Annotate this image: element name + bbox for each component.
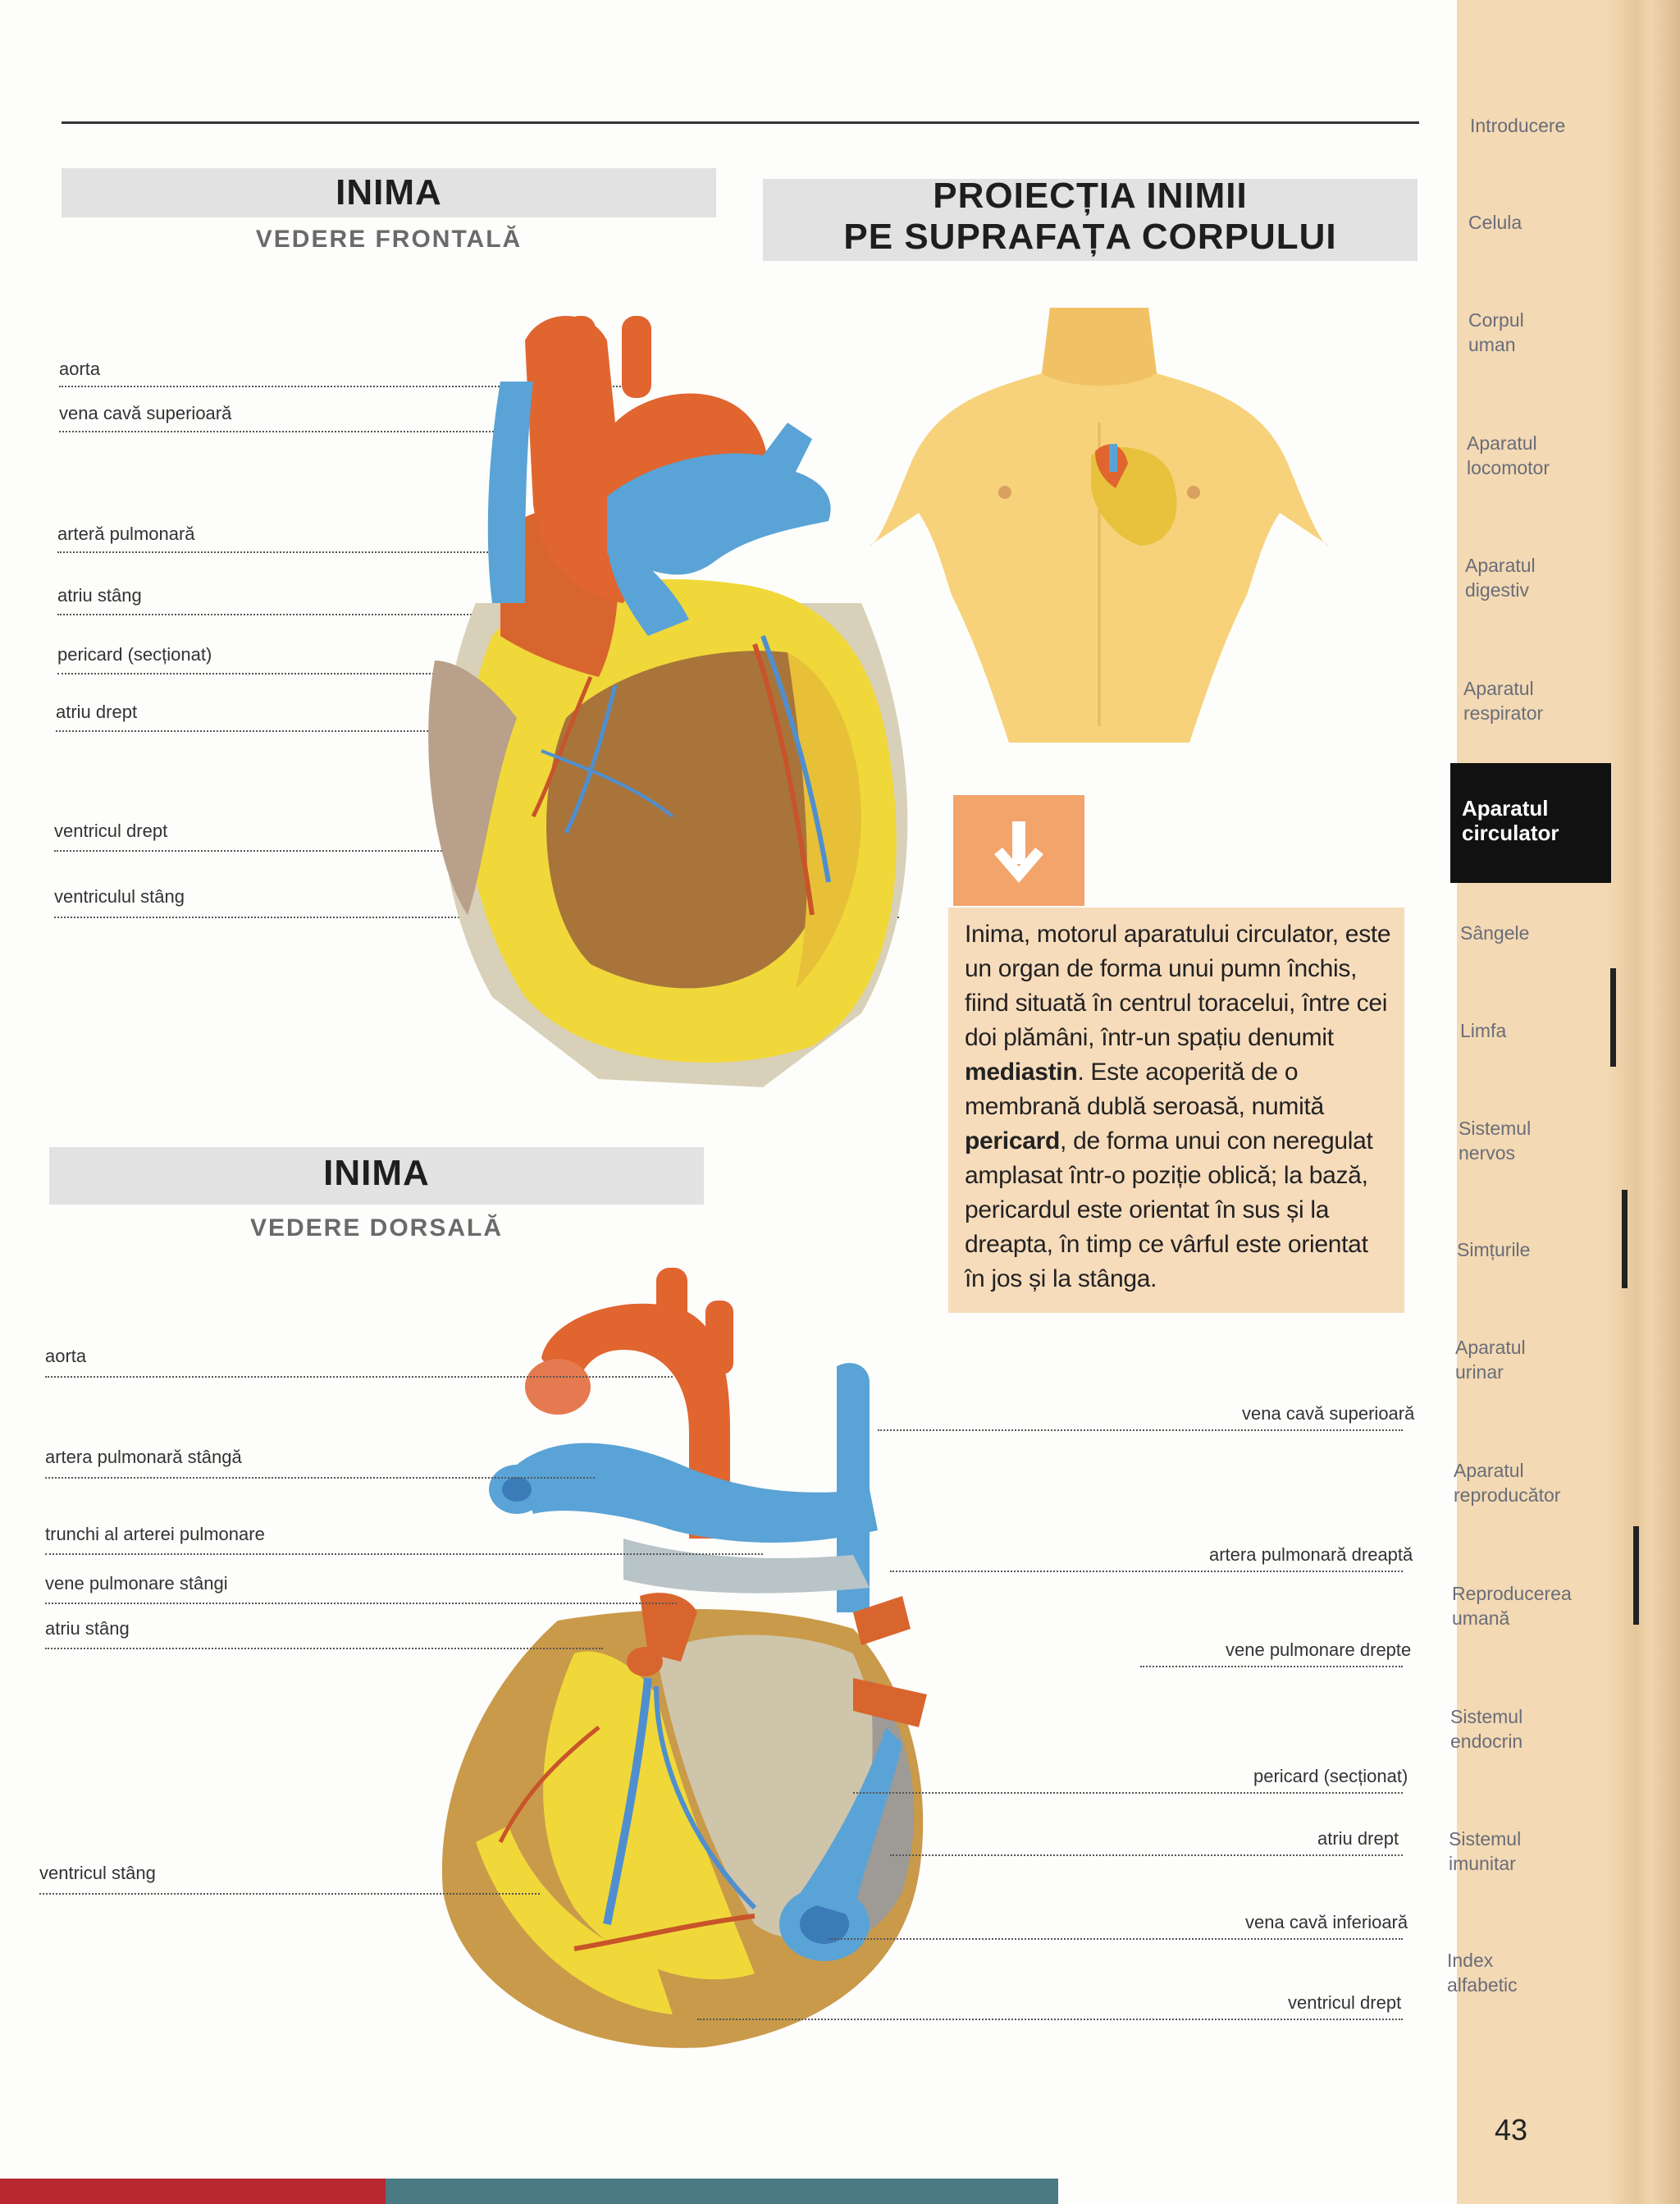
arrow-box bbox=[953, 795, 1084, 906]
dorsal-leader-left-pulmonary-veins bbox=[45, 1603, 677, 1604]
top-rule bbox=[62, 121, 1419, 124]
page-tab-mark bbox=[1622, 1190, 1628, 1288]
dorsal-label-left-ventricle: ventricul stâng bbox=[39, 1863, 156, 1883]
dorsal-leader-pulmonary-trunk bbox=[45, 1553, 763, 1555]
page-tab-mark bbox=[1610, 968, 1616, 1067]
page-edge-shading bbox=[1608, 0, 1680, 2204]
frontal-subtitle: VEDERE FRONTALĂ bbox=[255, 226, 523, 253]
dorsal-label-svc: vena cavă superioară bbox=[1242, 1403, 1415, 1424]
down-arrow-icon bbox=[990, 821, 1048, 887]
dorsal-label-pulmonary-trunk: trunchi al arterei pulmonare bbox=[45, 1524, 265, 1544]
bottom-edge-teal bbox=[386, 2179, 1058, 2204]
dorsal-label-right-ventricle: ventricul drept bbox=[1288, 1992, 1402, 2013]
dorsal-title: INIMA bbox=[323, 1153, 430, 1193]
dorsal-label-right-pulmonary-veins: vene pulmonare drepte bbox=[1226, 1639, 1412, 1660]
dorsal-label-left-pulmonary-veins: vene pulmonare stângi bbox=[45, 1573, 228, 1594]
dorsal-leader-pericardium bbox=[853, 1792, 1403, 1794]
page-number: 43 bbox=[1495, 2113, 1528, 2147]
sidebar-item-index-alfabetic[interactable]: Index alfabetic bbox=[1447, 1950, 1518, 1996]
sidebar-item-aparatul-respirator[interactable]: Aparatul respirator bbox=[1463, 678, 1544, 724]
dorsal-label-right-atrium: atriu drept bbox=[1317, 1828, 1399, 1849]
dorsal-leader-right-pulmonary-veins bbox=[1140, 1666, 1403, 1667]
dorsal-leader-left-ventricle bbox=[39, 1893, 540, 1895]
sidebar-item-introducere[interactable]: Introducere bbox=[1470, 115, 1566, 136]
frontal-label-right-ventricle: ventricul drept bbox=[54, 821, 168, 841]
dorsal-label-right-pulmonary-artery: artera pulmonară dreaptă bbox=[1209, 1544, 1413, 1565]
sidebar-item-sangele[interactable]: Sângele bbox=[1460, 922, 1530, 944]
frontal-label-svc: vena cavă superioară bbox=[59, 403, 232, 423]
dorsal-label-ivc: vena cavă inferioară bbox=[1245, 1912, 1408, 1932]
frontal-leader-pericardium bbox=[57, 673, 447, 674]
sidebar-item-corpul-uman[interactable]: Corpul uman bbox=[1468, 309, 1524, 355]
frontal-label-left-ventricle: ventriculul stâng bbox=[54, 886, 185, 907]
dorsal-leader-right-pulmonary-artery bbox=[890, 1571, 1403, 1572]
dorsal-label-left-pulmonary-artery: artera pulmonară stângă bbox=[45, 1447, 242, 1467]
frontal-heart-illustration bbox=[402, 291, 927, 1095]
sidebar-item-reproducerea-umana[interactable]: Reproducerea umană bbox=[1452, 1583, 1572, 1629]
dorsal-leader-aorta bbox=[45, 1376, 673, 1378]
frontal-label-right-atrium: atriu drept bbox=[56, 702, 138, 722]
sidebar-item-sistemul-imunitar[interactable]: Sistemul imunitar bbox=[1449, 1828, 1522, 1874]
torso-illustration bbox=[870, 300, 1329, 743]
dorsal-subtitle: VEDERE DORSALĂ bbox=[249, 1214, 504, 1241]
dorsal-label-pericardium: pericard (secționat) bbox=[1253, 1766, 1408, 1786]
info-text bbox=[965, 917, 1391, 1296]
sidebar-item-aparatul-urinar[interactable]: Aparatul urinar bbox=[1455, 1337, 1526, 1383]
bottom-edge-red bbox=[0, 2179, 386, 2204]
info-text-part2: . Este acoperită de o membrană dublă seroasă, numită bbox=[965, 1059, 1324, 1120]
frontal-label-pulmonary-artery: arteră pulmonară bbox=[57, 524, 195, 544]
sidebar-item-aparatul-locomotor[interactable]: Aparatul locomotor bbox=[1467, 432, 1550, 478]
info-term-mediastin: mediastin bbox=[965, 1059, 1078, 1086]
sidebar-item-sistemul-endocrin[interactable]: Sistemul endocrin bbox=[1450, 1706, 1523, 1752]
dorsal-leader-right-ventricle bbox=[697, 2019, 1403, 2020]
dorsal-leader-left-pulmonary-artery bbox=[45, 1477, 595, 1479]
dorsal-heart-illustration bbox=[410, 1268, 935, 2072]
dorsal-leader-svc bbox=[878, 1429, 1403, 1431]
frontal-title: INIMA bbox=[336, 172, 442, 213]
dorsal-leader-ivc bbox=[829, 1938, 1403, 1940]
info-text-part3: , de forma unui con neregulat amplasat într-o poziție oblică; la bază, pericardul este orientat în sus și la dreapta, în timp ce vârful este orientat în jos și la stânga. bbox=[965, 1127, 1373, 1292]
sidebar-item-limfa[interactable]: Limfa bbox=[1460, 1020, 1507, 1041]
frontal-label-left-atrium: atriu stâng bbox=[57, 585, 142, 606]
sidebar-item-celula[interactable]: Celula bbox=[1468, 212, 1522, 233]
sidebar-item-sistemul-nervos[interactable]: Sistemul nervos bbox=[1459, 1118, 1532, 1164]
sidebar-item-simturile[interactable]: Simțurile bbox=[1457, 1239, 1531, 1260]
info-text-part1: Inima, motorul aparatului circulator, este un organ de forma unui pumn închis, fiind situată în centrul toracelui, între cei doi plămâni, într-un spațiu denumit bbox=[965, 921, 1391, 1051]
info-term-pericard: pericard bbox=[965, 1127, 1060, 1155]
projection-title-line2: PE SUPRAFAȚA CORPULUI bbox=[843, 217, 1337, 257]
sidebar-item-aparatul-digestiv[interactable]: Aparatul digestiv bbox=[1465, 555, 1536, 601]
page-tab-mark bbox=[1633, 1526, 1639, 1625]
projection-title-line1: PROIECȚIA INIMII bbox=[933, 176, 1248, 216]
sidebar-item-aparatul-reproducator[interactable]: Aparatul reproducător bbox=[1454, 1460, 1561, 1506]
dorsal-label-aorta: aorta bbox=[45, 1346, 87, 1366]
frontal-label-pericardium: pericard (secționat) bbox=[57, 644, 212, 665]
dorsal-leader-left-atrium bbox=[45, 1648, 603, 1649]
sidebar-item-active-label[interactable]: Aparatul circulator bbox=[1462, 796, 1559, 845]
dorsal-label-left-atrium: atriu stâng bbox=[45, 1618, 130, 1639]
frontal-label-aorta: aorta bbox=[59, 359, 101, 379]
dorsal-leader-right-atrium bbox=[890, 1854, 1403, 1856]
